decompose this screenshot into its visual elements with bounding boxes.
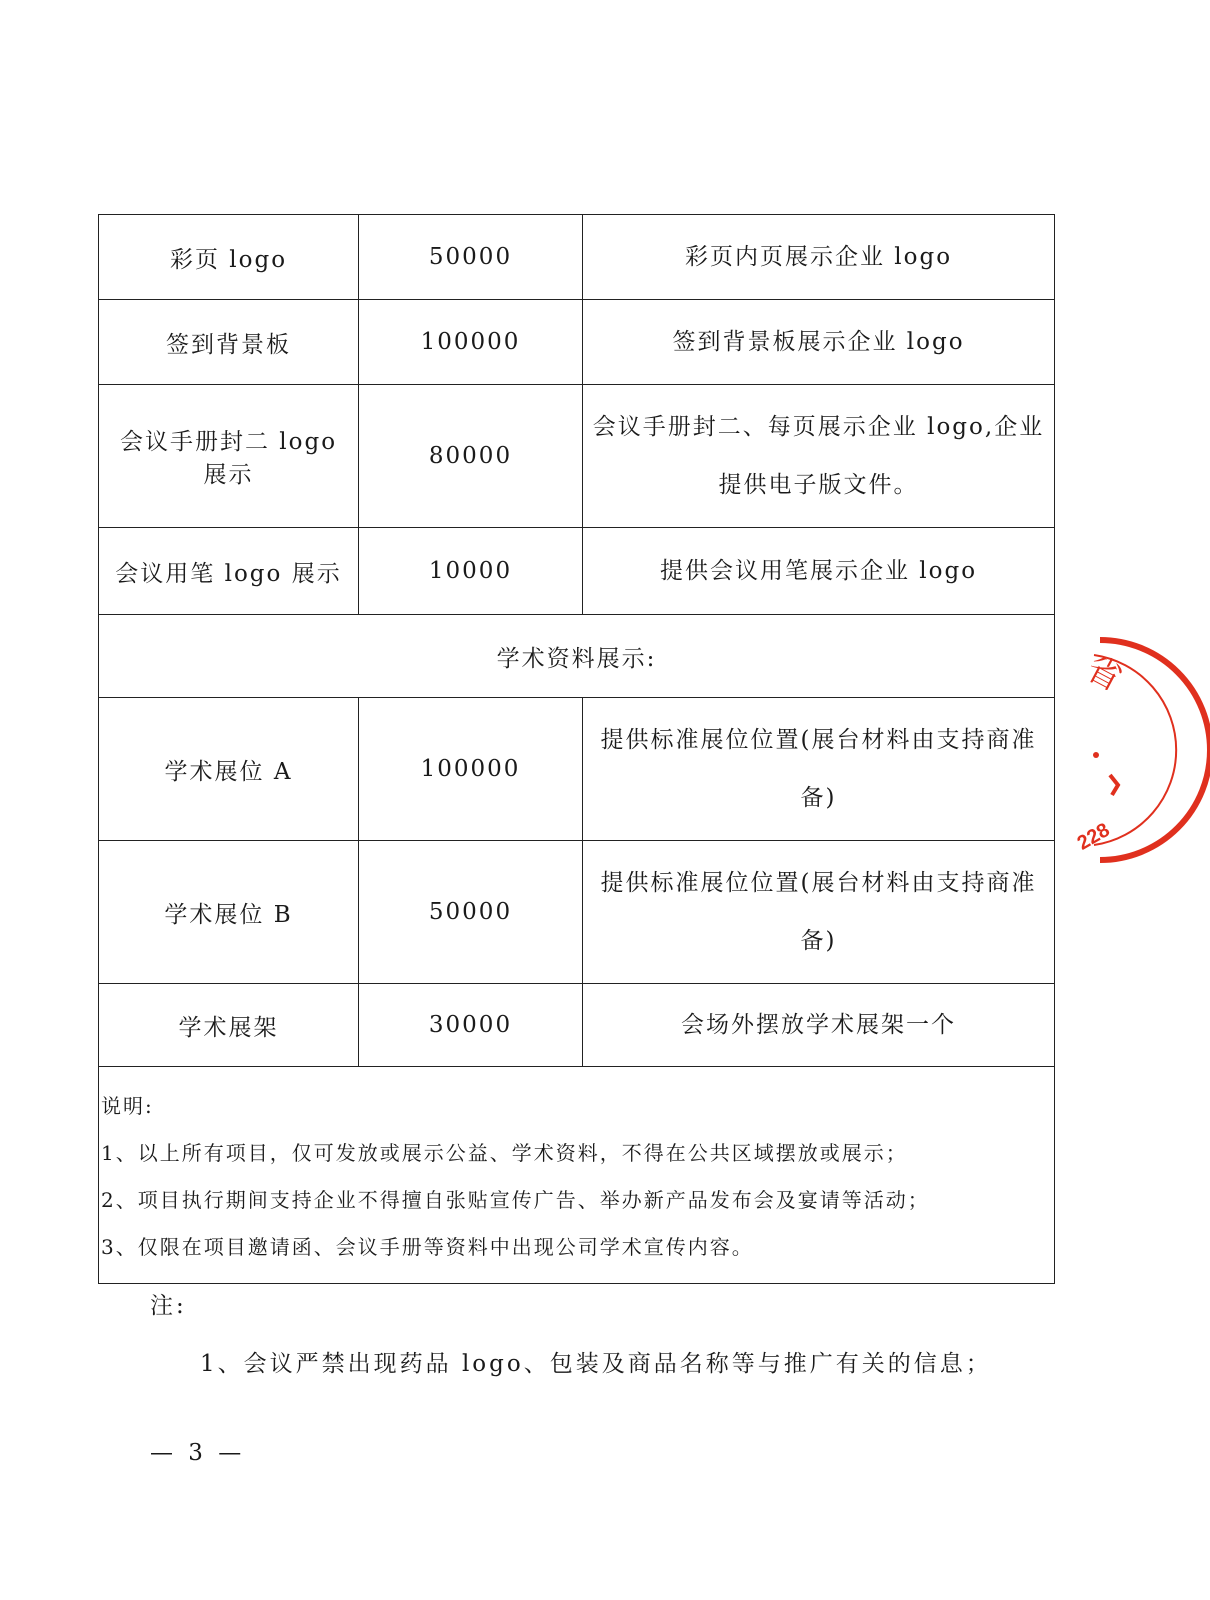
note-item: 3、仅限在项目邀请函、会议手册等资料中出现公司学术宣传内容。 <box>101 1235 754 1259</box>
note-label: 注: <box>150 1293 187 1319</box>
table-row <box>99 215 1055 300</box>
note-item: 2、项目执行期间支持企业不得擅自张贴宣传广告、举办新产品发布会及宴请等活动； <box>101 1188 930 1212</box>
notes-cell <box>99 1067 1055 1284</box>
section-row <box>99 615 1055 698</box>
table-row <box>99 984 1055 1067</box>
notes-row <box>99 1067 1055 1284</box>
desc-cell: 签到背景板展示企业 logo <box>583 300 1055 385</box>
table-row <box>99 841 1055 984</box>
table-row <box>99 385 1055 528</box>
seal-fragment-top: 省 <box>1080 649 1128 699</box>
note-item: 1、以上所有项目，仅可发放或展示公益、学术资料，不得在公共区域摆放或展示； <box>101 1141 908 1165</box>
price-cell: 50000 <box>359 215 583 300</box>
desc-cell: 提供标准展位位置(展台材料由支持商准备) <box>583 698 1055 841</box>
item-cell: 学术展架 <box>99 984 359 1067</box>
item-cell: 会议手册封二 logo 展示 <box>99 385 359 528</box>
item-cell: 彩页 logo <box>99 215 359 300</box>
desc-cell: 会议手册封二、每页展示企业 logo,企业提供电子版文件。 <box>583 385 1055 528</box>
desc-cell: 提供标准展位位置(展台材料由支持商准备) <box>583 841 1055 984</box>
price-cell: 30000 <box>359 984 583 1067</box>
price-cell: 50000 <box>359 841 583 984</box>
item-cell: 学术展位 B <box>99 841 359 984</box>
table-row <box>99 528 1055 615</box>
item-cell: 签到背景板 <box>99 300 359 385</box>
section-title: 学术资料展示: <box>99 615 1055 698</box>
table-row <box>99 698 1055 841</box>
desc-cell: 彩页内页展示企业 logo <box>583 215 1055 300</box>
desc-cell: 会场外摆放学术展架一个 <box>583 984 1055 1067</box>
item-cell: 会议用笔 logo 展示 <box>99 528 359 615</box>
price-cell: 100000 <box>359 300 583 385</box>
price-cell: 80000 <box>359 385 583 528</box>
table-row <box>99 300 1055 385</box>
official-seal-stamp <box>1073 635 1210 865</box>
seal-fragment-bottom: 228 <box>1073 818 1114 855</box>
sponsorship-table <box>98 214 1055 1284</box>
desc-cell: 提供会议用笔展示企业 logo <box>583 528 1055 615</box>
price-cell: 100000 <box>359 698 583 841</box>
notes-title: 说明: <box>101 1094 154 1118</box>
item-cell: 学术展位 A <box>99 698 359 841</box>
price-cell: 10000 <box>359 528 583 615</box>
page-number: — 3 — <box>150 1440 246 1466</box>
note-rule-1: 1、会议严禁出现药品 logo、包装及商品名称等与推广有关的信息； <box>200 1351 992 1377</box>
